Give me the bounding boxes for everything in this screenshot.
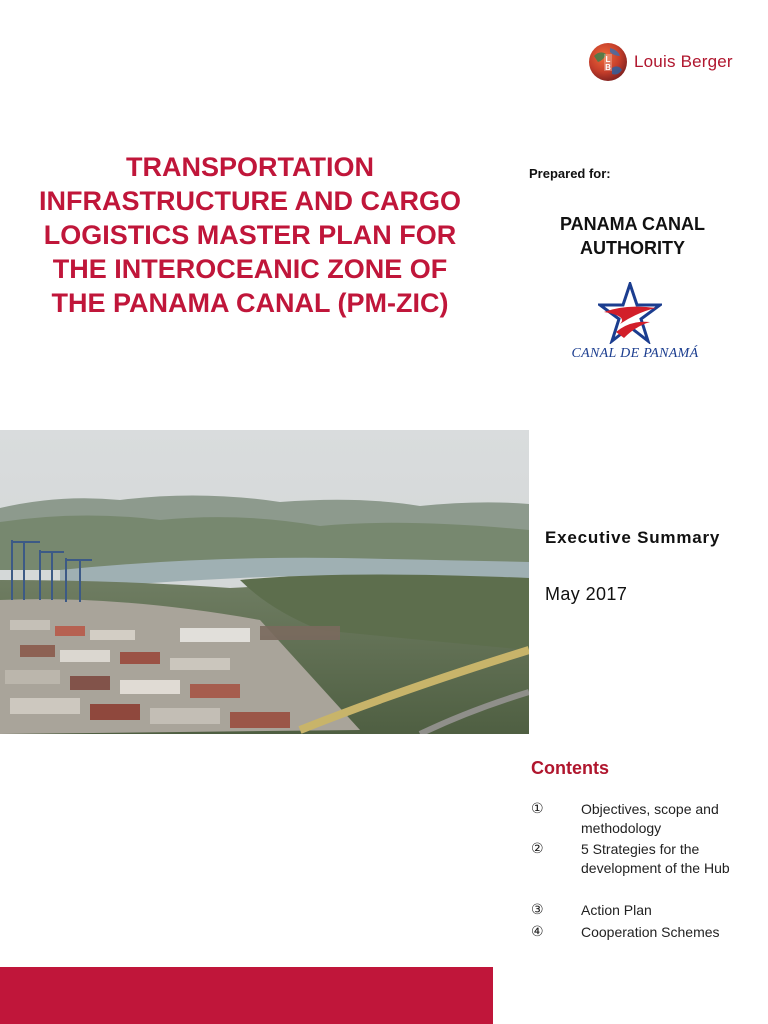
- toc-text: Cooperation Schemes: [581, 924, 720, 940]
- client-name: [535, 212, 730, 260]
- prepared-for-label: Prepared for:: [529, 166, 611, 181]
- star-icon: [598, 282, 662, 344]
- client-name-line2: AUTHORITY: [580, 238, 685, 258]
- canal-de-panama-text: CANAL DE PANAMÁ: [571, 346, 699, 361]
- louis-berger-name: Louis Berger: [634, 52, 733, 71]
- globe-icon: [588, 42, 628, 82]
- contents-heading: Contents: [531, 758, 609, 778]
- svg-text:L: L: [605, 55, 611, 64]
- toc-text: Action Plan: [581, 902, 652, 918]
- toc-item: [531, 923, 751, 942]
- document-type: Executive Summary: [545, 528, 721, 547]
- client-name-line1: PANAMA CANAL: [560, 214, 705, 234]
- toc-number: ①: [531, 801, 544, 817]
- toc-number: ③: [531, 902, 544, 918]
- cover-photo: [0, 430, 529, 734]
- document-date: May 2017: [545, 584, 628, 604]
- louis-berger-logo: [588, 42, 738, 82]
- toc-text: 5 Strategies for the development of the Hub: [581, 841, 730, 876]
- canal-de-panama-logo: [560, 282, 710, 372]
- toc-number: ④: [531, 924, 544, 940]
- document-title: TRANSPORTATION INFRASTRUCTURE AND CARGO LOGISTICS MASTER PLAN FOR THE INTEROCEANIC ZONE OF THE PANAMA CANAL (PM-ZIC): [39, 152, 461, 318]
- toc-item: [531, 840, 751, 878]
- svg-text:B: B: [605, 63, 611, 72]
- footer-red-bar: [0, 967, 493, 1024]
- toc-item: [531, 901, 751, 920]
- toc-text: Objectives, scope and methodology: [581, 801, 719, 836]
- toc-item: [531, 800, 751, 838]
- toc-number: ②: [531, 841, 544, 857]
